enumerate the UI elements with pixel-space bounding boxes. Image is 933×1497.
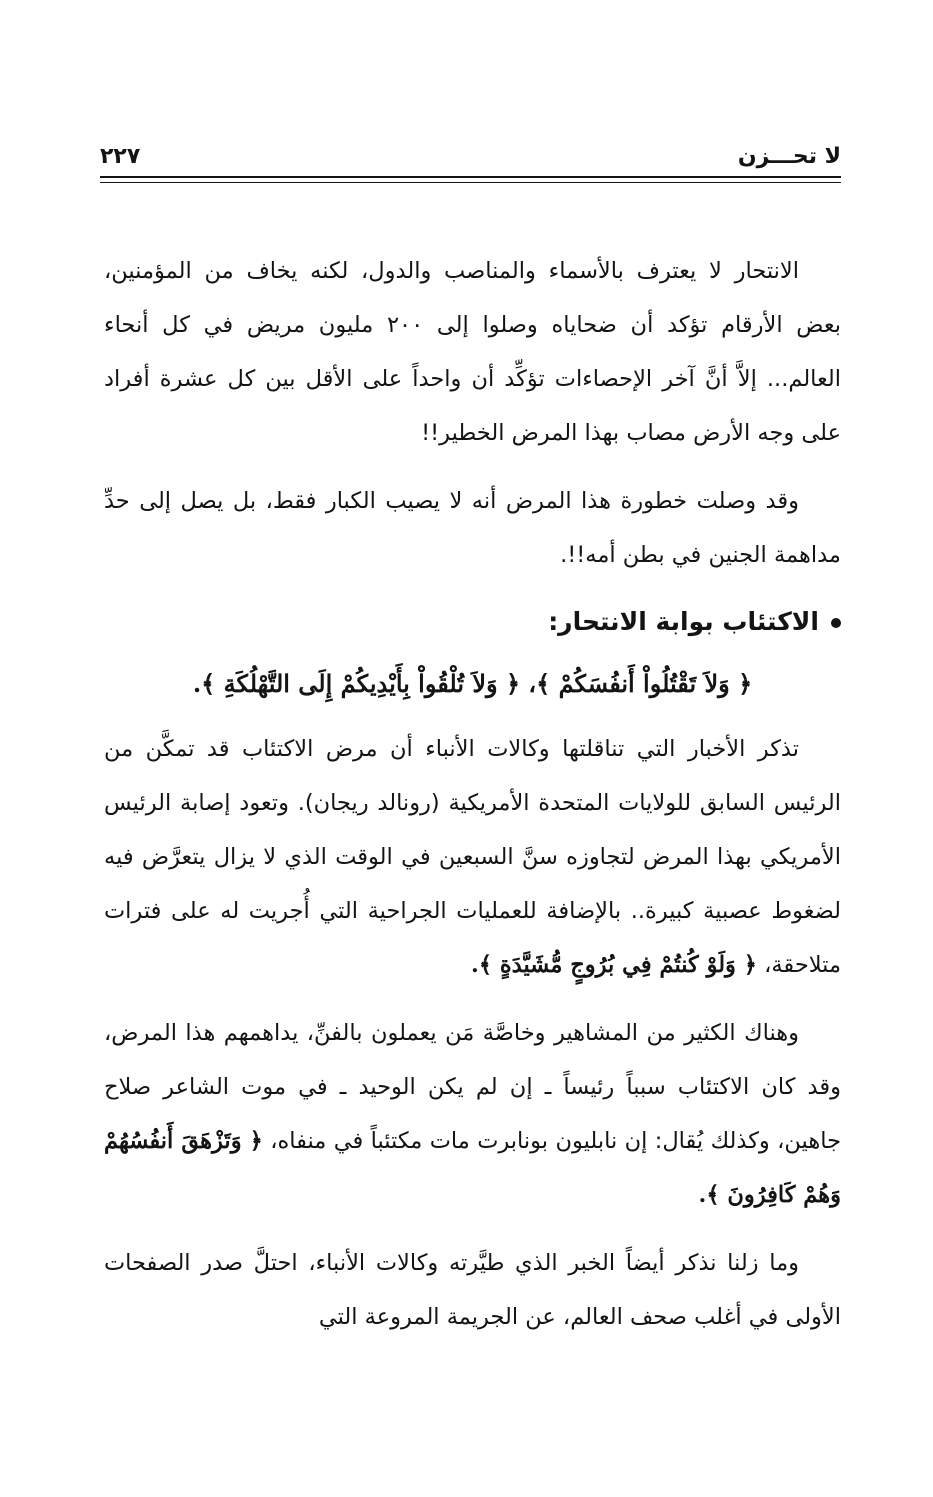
paragraph-3-verse: ﴿ وَلَوْ كُنتُمْ فِي بُرُوجٍ مُّشَيَّدَةٍ ﴾. [471,952,757,978]
section-heading [104,594,841,650]
paragraph-3 [104,722,841,992]
header-rule-thin [100,182,841,183]
paragraph-4 [104,1006,841,1222]
running-header [100,140,841,176]
paragraph-3-text: تذكر الأخبار التي تناقلتها وكالات الأنباء أن مرض الاكتئاب قد تمكَّن من الرئيس السابق للولايات المتحدة الأمريكية (رونالد ريجان). وتعود إصابة الرئيس الأمريكي بهذا المرض لتجاوزه سنَّ السبعين في الوقت الذي لا يزال يتعرَّض فيه لضغوط عصبية كبيرة.. بالإضافة للعمليات الجراحية التي أُجريت له على فترات متلاحقة، [104,736,841,978]
bullet-icon [831,618,841,628]
page-body [104,244,841,1344]
quran-verse: ﴿ وَلاَ تَقْتُلُواْ أَنفُسَكُمْ ﴾، ﴿ وَلاَ تُلْقُواْ بِأَيْدِيكُمْ إِلَى التَّهْلُكَةِ ﴾. [192,669,753,698]
paragraph-4-verse: ﴿ وَتَزْهَقَ أَنفُسُهُمْ وَهُمْ كَافِرُونَ ﴾. [104,1128,841,1208]
header-rule-thick [100,176,841,178]
book-title: لا تحـــزن [737,144,841,169]
section-heading-text: الاكتئاب بوابة الانتحار: [548,607,819,636]
paragraph-2: وقد وصلت خطورة هذا المرض أنه لا يصيب الكبار فقط، بل يصل إلى حدِّ مداهمة الجنين في بطن أمه!!. [104,488,841,568]
paragraph-4-text: وهناك الكثير من المشاهير وخاصَّة مَن يعملون بالفنِّ، يداهمهم هذا المرض، وقد كان الاكتئاب سبباً رئيساً ـ إن لم يكن الوحيد ـ في موت الشاعر صلاح جاهين، وكذلك يُقال: إن نابليون بونابرت مات مكتئباً في منفاه، [104,1020,841,1154]
paragraph-1: الانتحار لا يعترف بالأسماء والمناصب والدول، لكنه يخاف من المؤمنين، بعض الأرقام تؤكد أن ضحاياه وصلوا إلى ٢٠٠ مليون مريض في كل أنحاء العالم... إلاَّ أنَّ آخر الإحصاءات تؤكِّد أن واحداً على الأقل بين كل عشرة أفراد على وجه الأرض مصاب بهذا المرض الخطير!! [104,258,841,446]
paragraph-5: وما زلنا نذكر أيضاً الخبر الذي طيَّرته وكالات الأنباء، احتلَّ صدر الصفحات الأولى في أغلب صحف العالم، عن الجريمة المروعة التي [104,1250,841,1330]
page-number: ٢٢٧ [100,144,141,169]
